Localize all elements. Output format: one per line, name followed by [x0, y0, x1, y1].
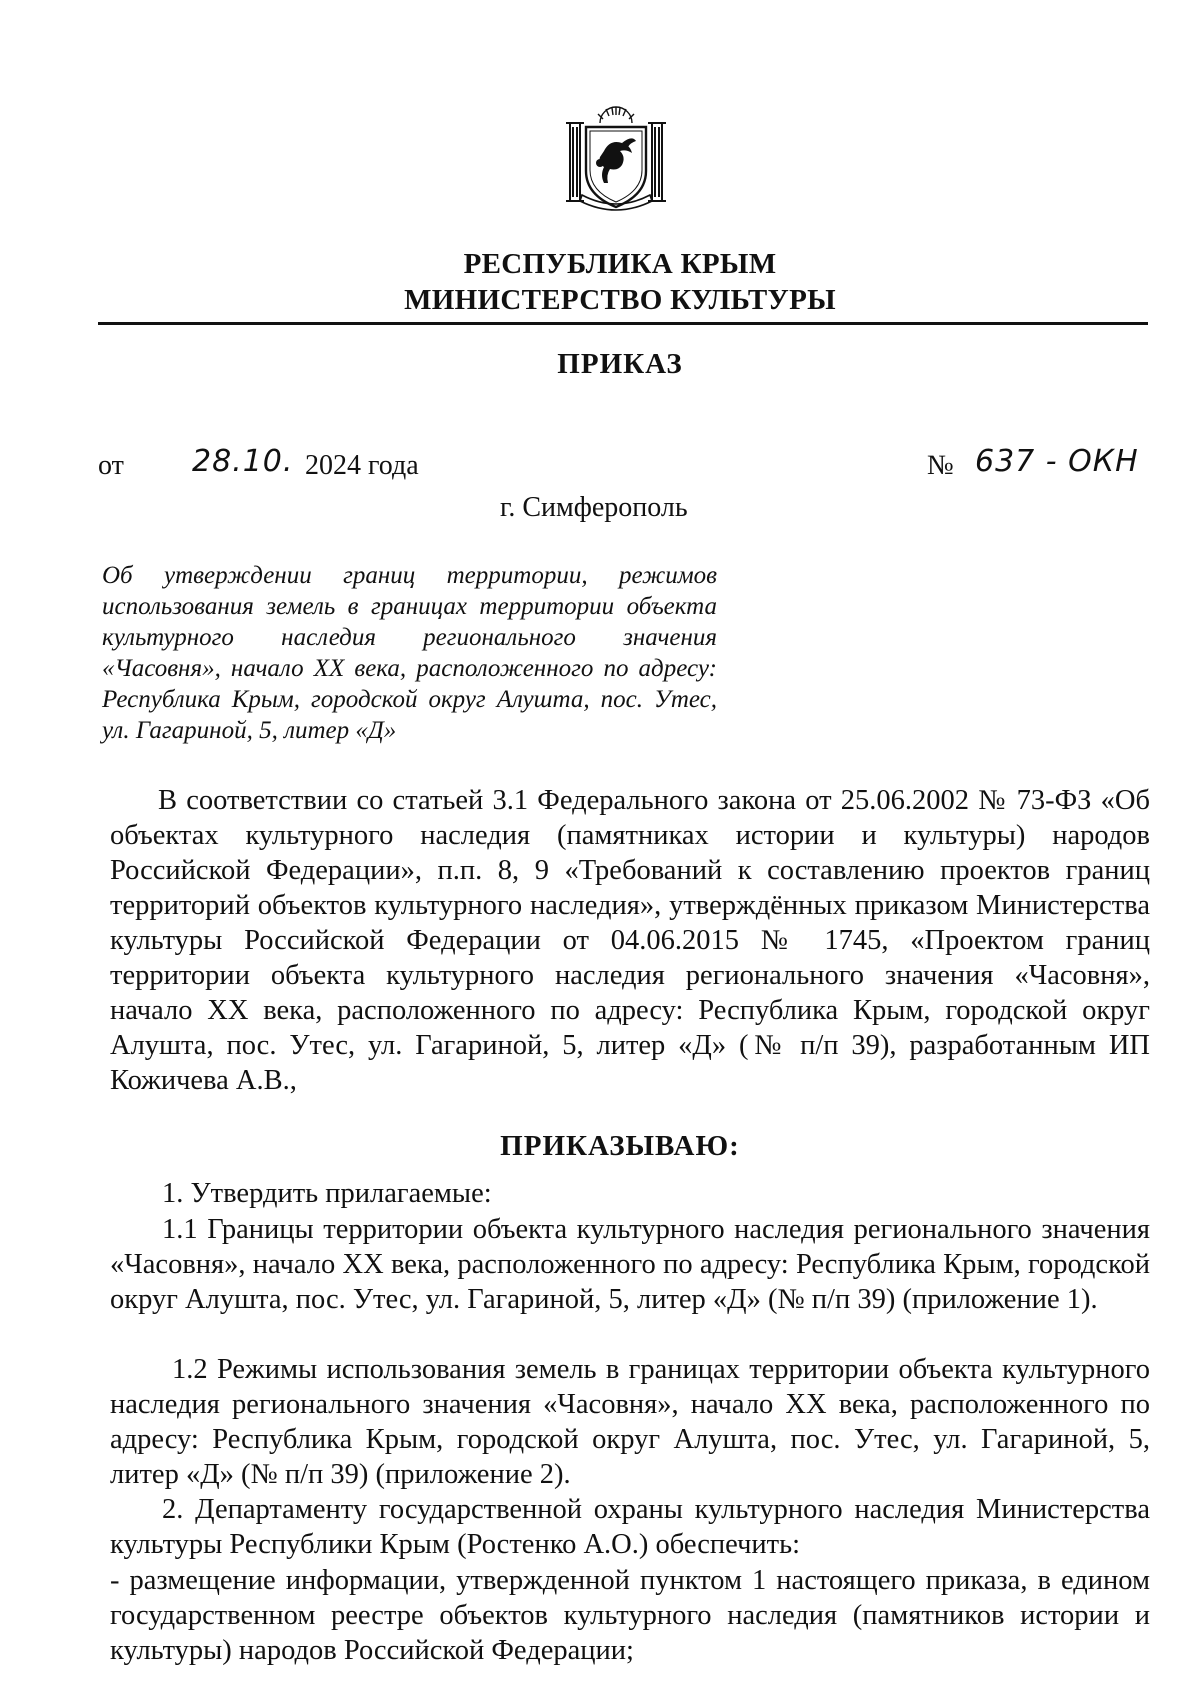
- item-2: 2. Департаменту государственной охраны культурного наследия Министерства культуры Республики Крым (Ростенко А.О.) обеспечить:: [110, 1494, 1150, 1560]
- city-name: г. Симферополь: [500, 492, 688, 523]
- item-1: 1. Утвердить прилагаемые:: [162, 1178, 492, 1209]
- preamble-paragraph: В соответствии со статьей 3.1 Федерального закона от 25.06.2002 № 73-ФЗ «Об объектах культурного наследия (памятниках истории и культуры) народов Российской Федерации», п.п. 8, 9 «Требований к составлению проектов границ территорий объектов культурного наследия», утверждённых приказом Министерства культуры Российской Федерации от 04.06.2015 № 1745, «Проектом границ территории объекта культурного наследия регионального значения «Часовня», начало XX века, расположенного по адресу: Республика Крым, городской округ Алушта, пос. Утес, ул. Гагариной, 5, литер «Д» (№ п/п 39), разработанным ИП Кожичева А.В.,: [110, 785, 1150, 1096]
- order-subject: Об утверждении границ территории, режимов использования земель в границах территории объекта культурного наследия регионального значения «Часовня», начало XX века, расположенного по адресу: Республика Крым, городской округ Алушта, пос. Утес, ул. Гагариной, 5, литер «Д»: [102, 562, 717, 744]
- order-number-label: №: [927, 450, 954, 481]
- item-2-bullet: - размещение информации, утвержденной пунктом 1 настоящего приказа, в едином государственном реестре объектов культурного наследия (памятников истории и культуры) народов Российской Федерации;: [110, 1565, 1150, 1666]
- order-title: ПРИКАЗ: [557, 348, 683, 380]
- item-1-2: 1.2 Режимы использования земель в границах территории объекта культурного наследия регионального значения «Часовня», начало XX века, расположенного по адресу: Республика Крым, городской округ Алушта, пос. Утес, ул. Гагариной, 5, литер «Д» (№ п/п 39) (приложение 2).: [110, 1354, 1150, 1490]
- directive-heading: ПРИКАЗЫВАЮ:: [500, 1130, 740, 1162]
- coat-of-arms-emblem: [560, 105, 672, 217]
- handwritten-order-number: 637 - ОКН: [975, 444, 1139, 479]
- date-prefix: от: [98, 450, 124, 481]
- date-year: 2024 года: [305, 450, 419, 481]
- republic-name: РЕСПУБЛИКА КРЫМ: [463, 248, 777, 280]
- handwritten-date: 28.10.: [192, 444, 294, 479]
- item-1-1: 1.1 Границы территории объекта культурного наследия регионального значения «Часовня», начало XX века, расположенного по адресу: Республика Крым, городской округ Алушта, пос. Утес, ул. Гагариной, 5, литер «Д» (№ п/п 39) (приложение 1).: [110, 1214, 1150, 1315]
- header-rule: [98, 322, 1148, 325]
- ministry-name: МИНИСТЕРСТВО КУЛЬТУРЫ: [404, 284, 836, 316]
